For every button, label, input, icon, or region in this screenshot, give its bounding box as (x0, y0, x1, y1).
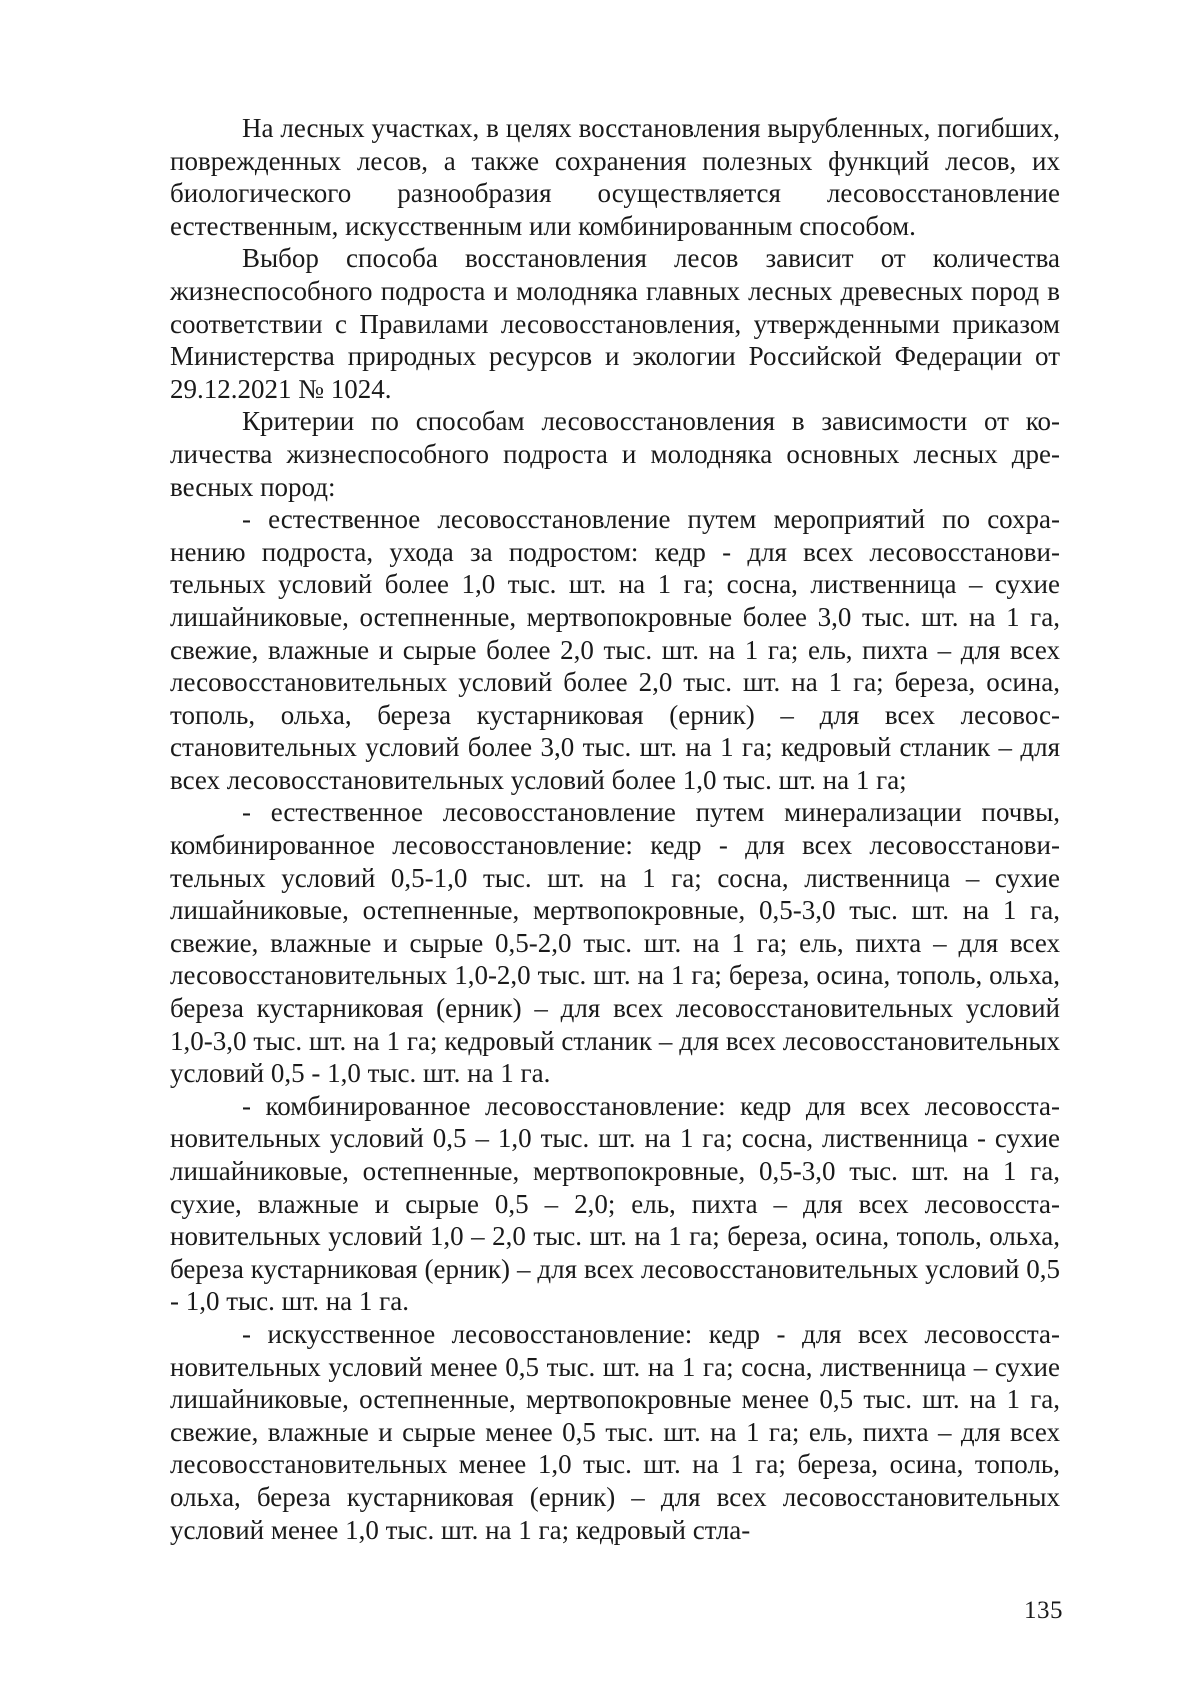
paragraph-method-selection: Выбор способа восстановления лесов зависит от количества жизнеспособного подроста и молодняка главных лесных древесных пород в соответствии с Правилами лесовосстановления, утвержденными приказом Министерства природных ресурсов и экологии Российской Федерации от 29.12.2021 № 1024. (170, 243, 1060, 404)
list-item-combined: - комбинированное лесовосстановление: кедр для всех лесовосстановительных условий 0,5 – 1,0 тыс. шт. на 1 га; сосна, лиственница - сухие лишайниковые, остепненные, мертвопокровные, 0,5-3,0 тыс. шт. на 1 га, сухие, влажные и сырые 0,5 – 2,0; ель, пихта – для всех лесовосстановительных условий 1,0 – 2,0 тыс. шт. на 1 га; береза, осина, тополь, ольха, береза кустарниковая (ерник) – для всех лесовосстановительных условий 0,5 - 1,0 тыс. шт. на 1 га. (170, 1090, 1060, 1317)
list-item-natural-preservation: - естественное лесовосстановление путем мероприятий по сохранению подроста, ухода за подростом: кедр - для всех лесовосстановительных условий более 1,0 тыс. шт. на 1 га; сосна, лиственница – сухие лишайниковые, остепненные, мертвопокровные более 3,0 тыс. шт. на 1 га, свежие, влажные и сырые более 2,0 тыс. шт. на 1 га; ель, пихта – для всех лесовосстановительных условий более 2,0 тыс. шт. на 1 га; береза, осина, тополь, ольха, береза кустарниковая (ерник) – для всех лесовосстановительных условий более 3,0 тыс. шт. на 1 га; кедровый стланик – для всех лесовосстановительных условий более 1,0 тыс. шт. на 1 га; (170, 504, 1060, 795)
page-number: 135 (1024, 1597, 1063, 1624)
paragraph-criteria-heading: Критерии по способам лесовосстановления в зависимости от количества жизнеспособного подроста и молодняка основных лесных древесных пород: (170, 406, 1060, 502)
list-item-artificial: - искусственное лесовосстановление: кедр - для всех лесовосстановительных условий менее 0,5 тыс. шт. на 1 га; сосна, лиственница – сухие лишайниковые, остепненные, мертвопокровные менее 0,5 тыс. шт. на 1 га, свежие, влажные и сырые менее 0,5 тыс. шт. на 1 га; ель, пихта – для всех лесовосстановительных менее 1,0 тыс. шт. на 1 га; береза, осина, тополь, ольха, береза кустарниковая (ерник) – для всех лесовосстановительных условий менее 1,0 тыс. шт. на 1 га; кедровый стла- (170, 1318, 1060, 1545)
document-body (170, 112, 1060, 1546)
paragraph-forest-restoration-intro: На лесных участках, в целях восстановления вырубленных, погибших, поврежденных лесов, а также сохранения полезных функций лесов, их биологического разнообразия осуществляется лесовосстановление естественным, искусственным или комбинированным способом. (170, 113, 1060, 241)
list-item-natural-mineralization: - естественное лесовосстановление путем минерализации почвы, комбинированное лесовосстановление: кедр - для всех лесовосстановительных условий 0,5-1,0 тыс. шт. на 1 га; сосна, лиственница – сухие лишайниковые, остепненные, мертвопокровные, 0,5-3,0 тыс. шт. на 1 га, свежие, влажные и сырые 0,5-2,0 тыс. шт. на 1 га; ель, пихта – для всех лесовосстановительных 1,0-2,0 тыс. шт. на 1 га; береза, осина, тополь, ольха, береза кустарниковая (ерник) – для всех лесовосстановительных условий 1,0-3,0 тыс. шт. на 1 га; кедровый стланик – для всех лесовосстановительных условий 0,5 - 1,0 тыс. шт. на 1 га. (170, 797, 1060, 1089)
